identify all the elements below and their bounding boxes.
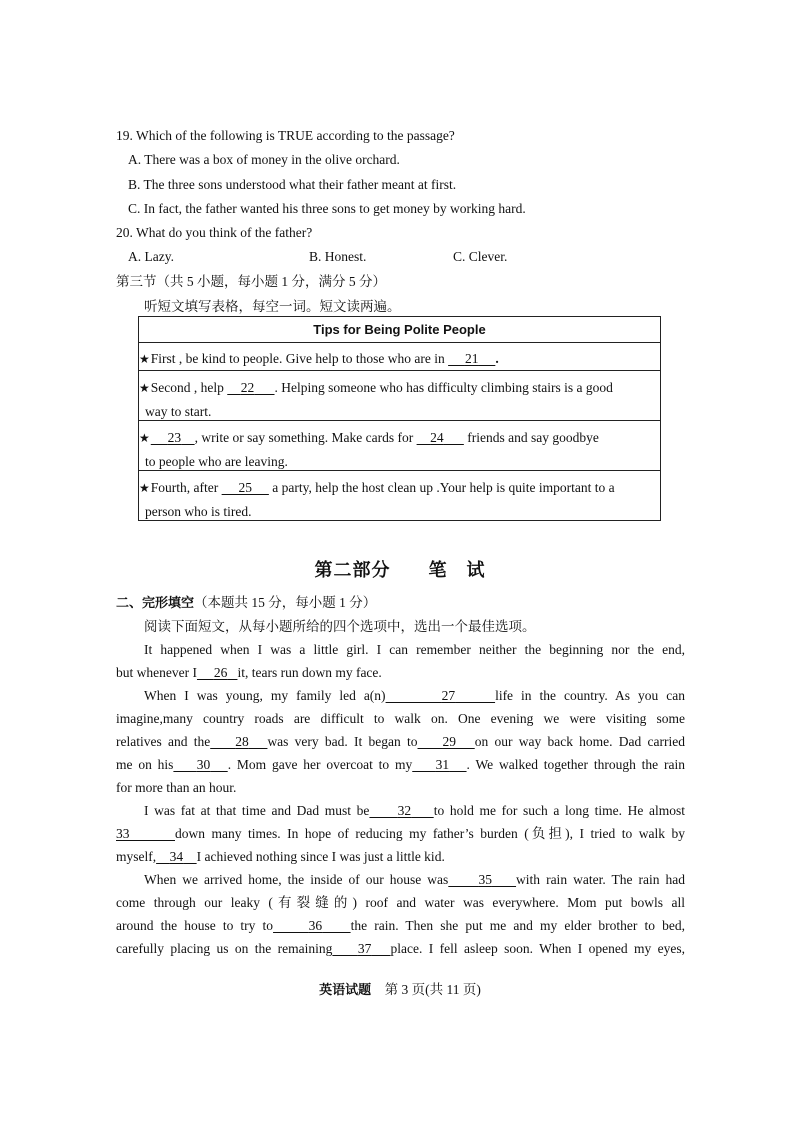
blank-28: 28 [235, 734, 249, 749]
part-2-title: 第二部分 笔 试 [314, 560, 486, 581]
p3-line-2: 33 down many times. In hope of reducing my father’s burden (负担), I tried to walk by [116, 826, 685, 841]
blank-23: 23 [167, 430, 182, 445]
question-19-option-c: C. In fact, the father wanted his three sons to get money by working hard. [128, 201, 526, 216]
p1-line-1: It happened when I was a little girl. I can remember neither the beginning nor the end, [144, 642, 685, 657]
blank-30: 30 [196, 757, 211, 772]
question-20-option-b: B. Honest. [309, 249, 367, 264]
blank-33: 33 [116, 826, 130, 841]
p2-line-2: imagine,many country roads are difficult to walk on. One evening we were visiting some [116, 711, 685, 726]
question-20-option-c: C. Clever. [453, 249, 508, 264]
p4-line-2: come through our leaky (有裂缝的) roof and water was everywhere. Mom put bowls all [116, 895, 685, 910]
p2-line-3: relatives and the 28 was very bad. It began to 29 on our way back home. Dad carried [116, 734, 686, 749]
blank-24: 24 [430, 430, 444, 445]
blank-32: 32 [397, 803, 412, 818]
p4-line-1: When we arrived home, the inside of our house was 35 with rain water. The rain had [144, 872, 686, 887]
p2-line-1: When I was young, my family led a(n) 27 life in the country. As you can [144, 688, 686, 703]
star-icon: ★ [139, 431, 150, 445]
blank-26: 26 [213, 665, 228, 680]
section-3-title: 第三节（共 5 小题，每小题 1 分，满分 5 分） [116, 274, 386, 289]
question-19-stem: 19. Which of the following is TRUE according to the passage? [116, 128, 455, 143]
tips-table-title: Tips for Being Polite People [313, 322, 486, 337]
page-footer [0, 978, 800, 998]
tips-row-1: ★First , be kind to people. Give help to those who are in 21 . [139, 342, 660, 370]
blank-21: 21 [464, 351, 479, 366]
blank-34: 34 [169, 849, 184, 864]
cloze-instruction: 阅读下面短文，从每小题所给的四个选项中，选出一个最佳选项。 [144, 619, 536, 634]
blank-29: 29 [442, 734, 456, 749]
p2-line-5: for more than an hour. [116, 780, 237, 795]
star-icon: ★ [139, 352, 150, 366]
blank-31: 31 [435, 757, 450, 772]
question-20-option-a: A. Lazy. [128, 249, 174, 264]
star-icon: ★ [139, 381, 150, 395]
tips-row-4: ★Fourth, after 25 a party, help the host clean up .Your help is quite important to a person who is tired. [139, 470, 660, 520]
p3-line-1: I was fat at that time and Dad must be 32 to hold me for such a long time. He almost [144, 803, 686, 818]
star-icon: ★ [139, 481, 150, 495]
footer-page-number: 第 3 页(共 11 页) [384, 982, 481, 997]
p1-line-2: but whenever I 26 it, tears run down my face. [116, 665, 382, 680]
tips-table [138, 316, 661, 521]
question-19-option-b: B. The three sons understood what their father meant at first. [128, 177, 457, 192]
section-3-instruction: 听短文填写表格，每空一词。短文读两遍。 [144, 299, 401, 314]
blank-25: 25 [238, 480, 252, 495]
blank-35: 35 [478, 872, 492, 887]
tips-row-2: ★Second , help 22 . Helping someone who has difficulty climbing stairs is a good way to start. [139, 370, 660, 420]
p2-line-4: me on his 30 . Mom gave her overcoat to my 31 . We walked together through the rain [116, 757, 685, 772]
p4-line-4: carefully placing us on the remaining 37 place. I fell asleep soon. When I opened my eyes, [116, 941, 686, 956]
blank-22: 22 [240, 380, 255, 395]
p3-line-3: myself, 34 I achieved nothing since I was just a little kid. [116, 849, 445, 864]
p4-line-3: around the house to try to 36 the rain. Then she put me and my elder brother to bed, [116, 918, 686, 933]
blank-36: 36 [308, 918, 323, 933]
blank-27: 27 [441, 688, 456, 703]
footer-subject: 英语试题 [319, 983, 372, 998]
question-19-option-a: A. There was a box of money in the olive orchard. [128, 152, 400, 167]
blank-37: 37 [357, 941, 372, 956]
cloze-header: 二、完形填空（本题共 15 分，每小题 1 分） [116, 595, 377, 611]
question-20-stem: 20. What do you think of the father? [116, 225, 313, 240]
tips-row-3: ★ 23 , write or say something. Make cards for 24 friends and say goodbye to people who are leaving. [139, 420, 660, 470]
row-1-text: First , be kind to people. Give help to those who are in [150, 351, 449, 366]
